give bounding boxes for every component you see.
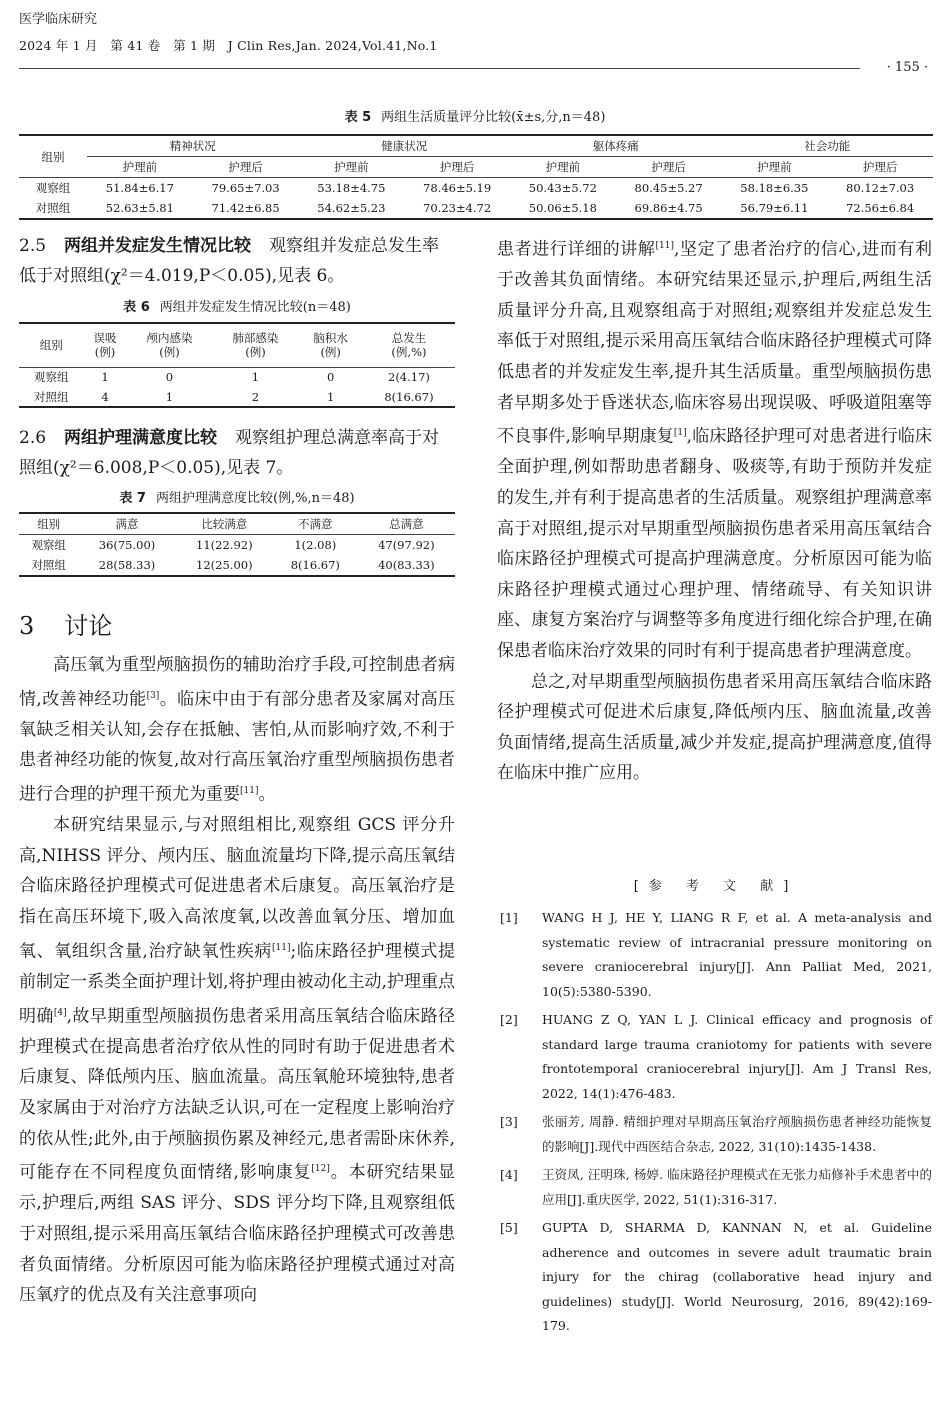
table5-cell: 69.86±4.75	[634, 201, 703, 215]
section-number: 3	[19, 612, 35, 640]
table5-subheader: 护理前	[87, 157, 193, 178]
page-number: · 155 ·	[886, 60, 928, 75]
table7-cell: 28(58.33)	[98, 558, 156, 572]
table5-domain: 健康状况	[299, 135, 511, 157]
journal-name: 医学临床研究	[19, 12, 98, 27]
citation: [1]	[673, 428, 687, 439]
table5-group: 对照组	[35, 201, 71, 215]
table6-cell: 1	[165, 389, 174, 404]
table5-subheader: 护理前	[299, 157, 405, 178]
table7-group: 对照组	[31, 558, 66, 572]
table5-cell: 50.43±5.72	[528, 181, 597, 195]
table6-header: 脑积水 (例)	[313, 331, 348, 360]
table7-header: 比较满意	[201, 517, 248, 531]
header-rule	[19, 68, 860, 69]
paragraph	[497, 667, 932, 789]
table5-cell: 52.63±5.81	[105, 201, 174, 215]
references-heading: [参 考 文 献]	[633, 879, 799, 894]
table7-header: 总满意	[389, 517, 424, 531]
section-number: 2.6	[19, 428, 47, 448]
text: 本研究结果显示,与对照组相比,观察组 GCS 评分升高,NIHSS 评分、颅内压、脑血流量均下降,提示高压氧结合临床路径护理模式可促进患者术后康复。高压氧治疗是指在高压环境下,吸入高浓度氧,以改善血氧分压、增加血氧、氧组织含量,治疗缺氧性疾病	[19, 815, 455, 962]
section-title: 讨论	[64, 612, 113, 640]
text: 。	[258, 784, 276, 805]
table7-cell: 36(75.00)	[98, 538, 156, 552]
reference-item	[500, 1008, 932, 1106]
text: ,故早期重型颅脑损伤患者采用高压氧结合临床路径护理模式在提高患者治疗依从性的同时有助于促进患者术后康复、降低颅内压、脑血流量。高压氧舱环境独特,患者及家属由于对治疗方法缺乏认识,可在一定程度上影响治疗的依从性;此外,由于颅脑损伤累及神经元,患者需卧床休养,可能存在不同程度负面情绪,影响康复	[19, 1006, 456, 1183]
table-row	[19, 555, 455, 576]
table-row	[19, 367, 455, 387]
table5-caption	[0, 106, 950, 125]
table5-cell: 79.65±7.03	[211, 181, 280, 195]
table5-cell: 56.79±6.11	[740, 201, 809, 215]
section-text: 观察组并发症总发生率低于对照组(χ²＝4.019,P＜0.05),见表 6。	[19, 236, 440, 286]
citation: [11]	[240, 786, 259, 797]
table7-group: 观察组	[31, 538, 66, 552]
table6-cell: 1	[101, 370, 109, 385]
table5-subheader: 护理后	[827, 157, 933, 178]
ref-text: GUPTA D, SHARMA D, KANNAN N, et al. Guideline adherence and outcomes in severe adult traumatic brain injury for the chirag (collaborative head injury and guidelines) study[J]. World Neurosurg, 2016, 89(42):169-179.	[542, 1220, 932, 1333]
text: 高压氧为重型颅脑损伤的辅助治疗手段,可控制患者病情,改善神经功能	[19, 655, 455, 710]
table7-title: 两组护理满意度比较(例,%,n＝48)	[155, 491, 355, 506]
table5-subheader: 护理后	[404, 157, 510, 178]
table6-cell: 2	[251, 389, 260, 404]
table6-header: 误吸 (例)	[93, 331, 117, 360]
ref-number: [2]	[500, 1012, 518, 1027]
text: 总之,对早期重型颅脑损伤患者采用高压氧结合临床路径护理模式可促进术后康复,降低颅内压、脑血流量,改善负面情绪,提高生活质量,减少并发症,提高护理满意度,值得在临床中推广应用。	[497, 671, 932, 784]
table6-title: 两组并发症发生情况比较(n＝48)	[159, 300, 351, 315]
table5-subheader: 护理后	[616, 157, 722, 178]
text: ,坚定了患者治疗的信心,进而有利于改善其负面情绪。本研究结果还显示,护理后,两组生活质量评分升高,且观察组高于对照组;观察组并发症总发生率低于对照组,提示采用高压氧结合临床路径护理模式可降低患者的并发症发生率,提升其生活质量。重型颅脑损伤患者早期多处于昏迷状态,临床容易出现误吸、呼吸道阻塞等不良事件,影响早期康复	[497, 239, 932, 447]
table5-cell: 80.45±5.27	[634, 181, 703, 195]
table5-title: 两组生活质量评分比较(x̄±s,分,n＝48)	[381, 110, 606, 125]
table7-header: 不满意	[298, 517, 333, 531]
table6-cell: 1	[327, 389, 335, 404]
table-row	[19, 387, 455, 407]
table5-label: 表 5	[344, 110, 372, 125]
table5-cell: 70.23±4.72	[423, 201, 492, 215]
table7-cell: 12(25.00)	[196, 558, 253, 572]
table5-subheader: 护理前	[722, 157, 828, 178]
paragraph	[19, 810, 455, 1310]
text: ;临床路径护理模式提前制定一系类全面护理计划,将护理由被动化主动,护理重点明确	[19, 941, 455, 1027]
table6-header: 总发生 (例,%)	[391, 331, 427, 360]
table5-subheader: 护理前	[510, 157, 616, 178]
ref-text: WANG H J, HE Y, LIANG R F, et al. A meta-analysis and systematic review of intracranial pressure monitoring on severe craniocerebral injury[J]. Ann Palliat Med, 2021, 10(5):5380-5390.	[542, 910, 932, 999]
table5	[19, 134, 933, 220]
citation: [12]	[311, 1164, 330, 1175]
table5-cell: 53.18±4.75	[317, 181, 386, 195]
reference-item	[500, 1163, 932, 1212]
table5-cell: 72.56±6.84	[846, 201, 915, 215]
paragraph	[19, 650, 455, 810]
table5-cell: 80.12±7.03	[846, 181, 915, 195]
section-3-heading	[19, 606, 112, 641]
ref-number: [1]	[500, 910, 518, 925]
table5-cell: 50.06±5.18	[528, 201, 597, 215]
text: 。临床中由于有部分患者及家属对高压氧缺乏相关认知,会存在抵触、害怕,从而影响疗效,不利于患者神经功能的恢复,故对行高压氧治疗重型颅脑损伤患者进行合理的护理干预尤为重要	[19, 689, 456, 805]
section-title: 两组并发症发生情况比较	[64, 236, 252, 256]
table5-domain: 社会功能	[722, 135, 934, 157]
table5-cell: 71.42±6.85	[211, 201, 280, 215]
section-text: 观察组护理总满意率高于对照组(χ²＝6.008,P＜0.05),见表 7。	[19, 428, 440, 478]
ref-number: [4]	[500, 1167, 518, 1182]
ref-text: HUANG Z Q, YAN L J. Clinical efficacy and prognosis of standard large trauma craniotomy for patients with severe frontotemporal craniocerebral injury[J]. Am J Transl Res, 2022, 14(1):476-483.	[542, 1012, 932, 1101]
text: ,临床路径护理可对患者进行临床全面护理,例如帮助患者翻身、吸痰等,有助于预防并发症的发生,并有利于提高患者的生活质量。观察组护理满意率高于对照组,提示对早期重型颅脑损伤患者采用高压氧结合临床路径护理模式可提高护理满意度。分析原因可能为临床路径护理模式通过心理护理、情绪疏导、有关知识讲座、康复方案治疗与调整等多角度进行细化综合护理,在确保患者临床治疗效果的同时有利于提高患者护理满意度。	[497, 426, 933, 662]
table6-cell: 0	[165, 370, 174, 385]
table5-cell: 78.46±5.19	[423, 181, 492, 195]
table6	[19, 322, 455, 408]
table5-cell: 54.62±5.23	[317, 201, 386, 215]
left-column-body	[19, 650, 455, 1311]
table5-group: 观察组	[35, 181, 71, 195]
table6-header: 组别	[39, 338, 63, 353]
table7-cell: 11(22.92)	[196, 538, 253, 552]
table6-cell: 0	[327, 370, 335, 385]
ref-number: [5]	[500, 1220, 518, 1235]
table5-cell: 51.84±6.17	[105, 181, 174, 195]
table6-cell: 4	[101, 389, 109, 404]
table7-cell: 8(16.67)	[290, 558, 340, 572]
ref-text: 张丽芳, 周静. 精细护理对早期高压氧治疗颅脑损伤患者神经功能恢复的影响[J].现代中西医结合杂志, 2022, 31(10):1435-1438.	[542, 1114, 932, 1154]
citation: [4]	[53, 1007, 67, 1018]
references-list	[500, 906, 932, 1343]
table5-group-header: 组别	[19, 135, 87, 178]
text: 。本研究结果显示,护理后,两组 SAS 评分、SDS 评分均下降,且观察组低于对照组,提示采用高压氧结合临床路径护理模式可改善患者负面情绪。分析原因可能为临床路径护理模式通过对高压氧疗的优点及有关注意事项向	[19, 1162, 456, 1306]
issue-line: 2024 年 1 月 第 41 卷 第 1 期 J Clin Res,Jan. 2024,Vol.41,No.1	[19, 38, 438, 53]
table6-group: 观察组	[33, 370, 69, 385]
ref-number: [3]	[500, 1114, 518, 1129]
table-row	[19, 535, 455, 556]
table6-group: 对照组	[33, 389, 69, 404]
table5-cell: 58.18±6.35	[740, 181, 809, 195]
citation: [11]	[655, 241, 674, 251]
table6-header: 肺部感染 (例)	[232, 331, 279, 360]
right-column-body	[497, 231, 932, 789]
reference-item	[500, 906, 932, 1004]
paragraph	[497, 231, 932, 667]
table-row	[19, 198, 933, 219]
table7-cell: 47(97.92)	[378, 538, 435, 552]
table6-cell: 2(4.17)	[388, 370, 430, 385]
table5-domain: 躯体疼痛	[510, 135, 722, 157]
text: 患者进行详细的讲解	[497, 239, 656, 260]
table7-header: 组别	[37, 517, 61, 531]
table7-cell: 1(2.08)	[294, 538, 337, 552]
section-number: 2.5	[19, 236, 47, 256]
table5-domain: 精神状况	[87, 135, 299, 157]
table6-header: 颅内感染 (例)	[146, 331, 193, 360]
reference-item	[500, 1216, 932, 1339]
section-title: 两组护理满意度比较	[64, 428, 218, 448]
ref-text: 王资凤, 汪明珠, 杨婷. 临床路径护理模式在无张力疝修补手术患者中的应用[J].重庆医学, 2022, 51(1):316-317.	[542, 1167, 932, 1207]
section-2-5	[19, 231, 455, 291]
citation: [3]	[146, 690, 160, 701]
table7-label: 表 7	[119, 491, 146, 506]
reference-item	[500, 1110, 932, 1159]
table6-caption	[19, 296, 455, 315]
table5-subheader: 护理后	[193, 157, 299, 178]
table7-caption	[19, 487, 455, 506]
table6-label: 表 6	[123, 300, 150, 315]
section-2-6	[19, 423, 455, 483]
table7-header: 满意	[115, 517, 139, 531]
table7-cell: 40(83.33)	[378, 558, 435, 572]
table6-cell: 1	[251, 370, 260, 385]
citation: [11]	[272, 942, 291, 953]
table-row	[19, 178, 933, 199]
table7	[19, 512, 455, 577]
table6-cell: 8(16.67)	[384, 389, 434, 404]
